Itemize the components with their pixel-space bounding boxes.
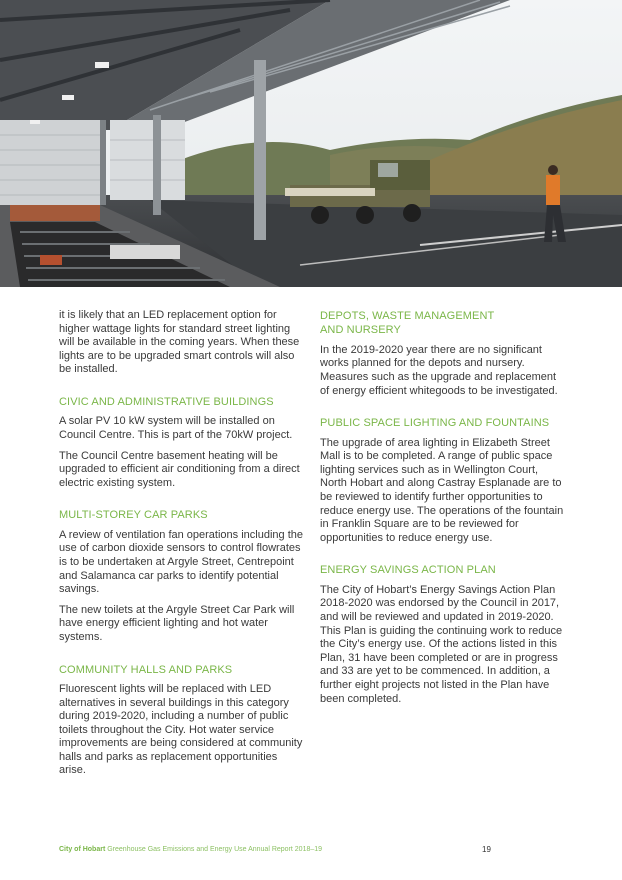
civic-paragraph-1: A solar PV 10 kW system will be installed on Council Centre. This is part of the 70kW project. <box>59 415 293 441</box>
lighting-heading: PUBLIC SPACE LIGHTING AND FOUNTAINS <box>320 417 550 430</box>
lighting-paragraph-1: The upgrade of area lighting in Elizabeth Street Mall is to be completed. A range of public space lighting services such as in Wellington Court, North Hobart and along Castray Esplanade are to be reviewed to identify further opportunities to reduce energy use. The operations of the fountain in Franklin Square are to be reviewed for opportunities to reduce energy use. <box>320 436 564 544</box>
plan-heading: ENERGY SAVINGS ACTION PLAN <box>320 564 496 577</box>
intro-paragraph: it is likely that an LED replacement option for higher wattage lights for standard street lighting will be available in the coming years. When these lights are to be upgraded smart controls will also be installed. <box>59 309 300 376</box>
carparks-section <box>59 508 305 644</box>
carparks-paragraph-1: A review of ventilation fan operations including the use of carbon dioxide sensors to control flowrates is to be undertaken at Argyle Street, Centrepoint and Salamanca car parks to identify potential savings. <box>59 528 303 596</box>
footer-title: Greenhouse Gas Emissions and Energy Use Annual Report 2018–19 <box>107 846 323 853</box>
page-number: 19 <box>482 845 491 854</box>
lighting-section <box>320 416 565 545</box>
carparks-paragraph-2: The new toilets at the Argyle Street Car Park will have energy efficient lighting and hot water systems. <box>59 603 295 643</box>
depot-photo <box>0 0 622 287</box>
left-column <box>59 309 305 796</box>
depots-paragraph-1: In the 2019-2020 year there are no significant works planned for the depots and nursery. Measures such as the upgrade and replacement of energy efficient whitegoods to be investigated. <box>320 343 558 397</box>
footer-org: City of Hobart <box>59 846 106 853</box>
right-column <box>320 309 565 724</box>
halls-section <box>59 663 305 779</box>
civic-paragraph-2: The Council Centre basement heating will be upgraded to efficient air conditioning from a direct electric existing system. <box>59 449 300 489</box>
halls-heading: COMMUNITY HALLS AND PARKS <box>59 663 233 676</box>
depots-section <box>320 309 565 398</box>
depot-photo-illustration <box>0 0 622 287</box>
depots-heading: DEPOTS, WASTE MANAGEMENT AND NURSERY <box>320 310 495 337</box>
footer-report-title <box>59 846 322 853</box>
plan-paragraph-1: The City of Hobart’s Energy Savings Action Plan 2018-2020 was endorsed by the Council in 2017, and will be reviewed and updated in 2019-2020. This Plan is guiding the continuing work to reduce the City’s energy use. Of the actions listed in this Plan, 31 have been completed or are in progress and 33 are yet to be commenced. In addition, a further eight projects not listed in the Plan have been completed. <box>320 583 563 705</box>
civic-heading: CIVIC AND ADMINISTRATIVE BUILDINGS <box>59 395 274 408</box>
civic-section <box>59 395 305 490</box>
carparks-heading: MULTI-STOREY CAR PARKS <box>59 509 208 522</box>
plan-section <box>320 563 565 706</box>
halls-paragraph-1: Fluorescent lights will be replaced with LED alternatives in several buildings in this category during 2019-2020, including a number of public toilets throughout the City. Hot water service improvements are being considered at community halls and parks as replacement opportunities arise. <box>59 682 303 777</box>
